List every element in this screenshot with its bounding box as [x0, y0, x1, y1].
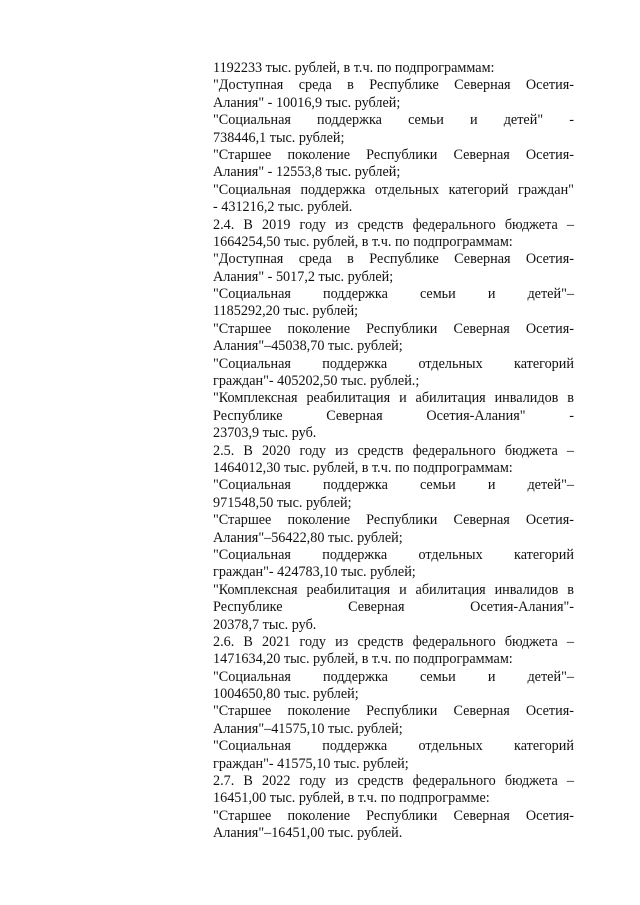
text-line: Алания"–41575,10 тыс. рублей;: [213, 720, 403, 737]
text-line: 1004650,80 тыс. рублей;: [213, 686, 359, 703]
text-line: "Социальная поддержка семьи и детей"–: [213, 286, 574, 303]
text-line: 971548,50 тыс. рублей;: [213, 494, 352, 511]
text-line: "Социальная поддержка отдельных категорий: [213, 546, 574, 563]
text-line: граждан"- 405202,50 тыс. рублей.;: [213, 373, 420, 390]
text-line: 2.6. В 2021 году из средств федерального бюджета –: [213, 633, 574, 650]
text-line: "Социальная поддержка семьи и детей"–: [213, 477, 574, 494]
text-line: Алания" - 5017,2 тыс. рублей;: [213, 268, 394, 285]
text-line: Алания"–56422,80 тыс. рублей;: [213, 529, 403, 546]
text-line: "Социальная поддержка отдельных категорий: [213, 738, 574, 755]
text-line: "Комплексная реабилитация и абилитация инвалидов в: [213, 390, 574, 407]
text-line: - 431216,2 тыс. рублей.: [213, 199, 353, 216]
text-line: 1464012,30 тыс. рублей, в т.ч. по подпрограммам:: [213, 459, 513, 476]
text-line: Алания" - 12553,8 тыс. рублей;: [213, 164, 401, 181]
text-line: "Социальная поддержка отдельных категорий граждан": [213, 181, 574, 198]
text-line: "Старшее поколение Республики Северная Осетия-: [213, 146, 574, 163]
text-line: "Доступная среда в Республике Северная Осетия-: [213, 251, 574, 268]
text-line: "Социальная поддержка семьи и детей"–: [213, 668, 574, 685]
text-line: 1192233 тыс. рублей, в т.ч. по подпрограммам:: [213, 60, 495, 76]
text-line: граждан"- 41575,10 тыс. рублей;: [213, 755, 409, 772]
text-line: Алания"–45038,70 тыс. рублей;: [213, 338, 403, 355]
text-line: 738446,1 тыс. рублей;: [213, 129, 345, 146]
text-line: Республике Северная Осетия-Алания" -: [213, 407, 574, 424]
text-line: 16451,00 тыс. рублей, в т.ч. по подпрограмме:: [213, 790, 490, 807]
text-line: "Старшее поколение Республики Северная Осетия-: [213, 512, 574, 529]
text-line: Алания"–16451,00 тыс. рублей.: [213, 825, 403, 842]
text-line: "Старшее поколение Республики Северная Осетия-: [213, 703, 574, 720]
text-line: 23703,9 тыс. руб.: [213, 425, 317, 442]
text-line: "Старшее поколение Республики Северная Осетия-: [213, 320, 574, 337]
text-line: 1664254,50 тыс. рублей, в т.ч. по подпрограммам:: [213, 233, 513, 250]
text-line: 2.4. В 2019 году из средств федерального бюджета –: [213, 216, 574, 233]
text-line: 1185292,20 тыс. рублей;: [213, 303, 359, 320]
text-line: 1471634,20 тыс. рублей, в т.ч. по подпрограммам:: [213, 651, 513, 668]
text-line: Республике Северная Осетия-Алания"-: [213, 599, 574, 616]
text-line: "Старшее поколение Республики Северная Осетия-: [213, 807, 574, 824]
text-line: "Доступная среда в Республике Северная Осетия-: [213, 77, 574, 94]
text-line: "Социальная поддержка семьи и детей" -: [213, 112, 574, 129]
text-line: "Комплексная реабилитация и абилитация инвалидов в: [213, 581, 574, 598]
text-line: "Социальная поддержка отдельных категорий: [213, 355, 574, 372]
text-line: 2.5. В 2020 году из средств федерального бюджета –: [213, 442, 574, 459]
text-line: 20378,7 тыс. руб.: [213, 616, 317, 633]
document-body: [213, 60, 574, 843]
text-line: Алания" - 10016,9 тыс. рублей;: [213, 94, 401, 111]
text-line: граждан"- 424783,10 тыс. рублей;: [213, 564, 416, 581]
text-line: 2.7. В 2022 году из средств федерального бюджета –: [213, 773, 574, 790]
